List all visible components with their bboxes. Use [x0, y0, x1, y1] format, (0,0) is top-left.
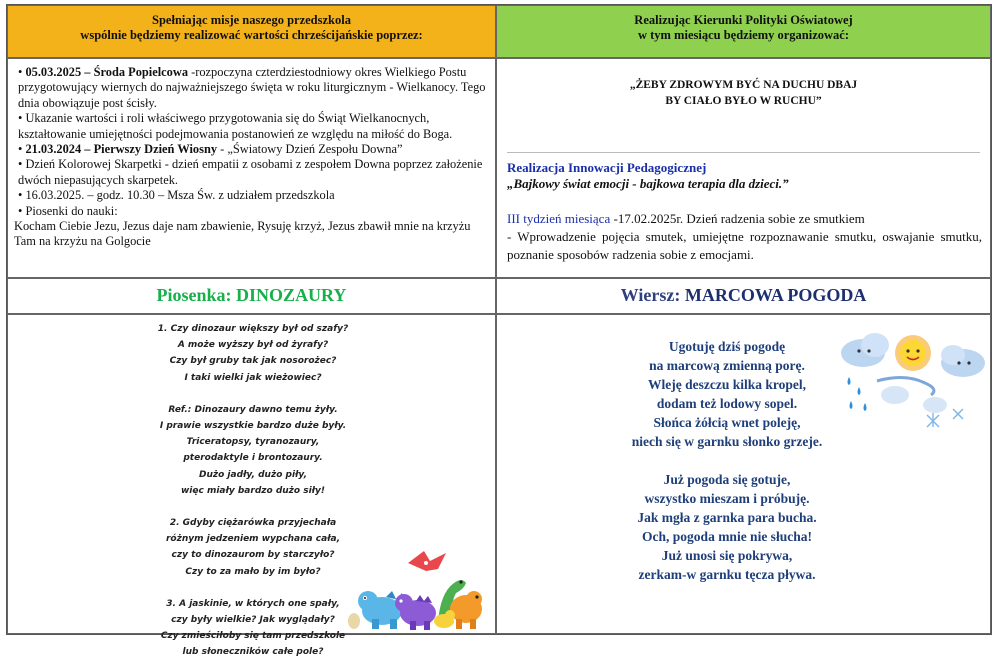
week-label: III tydzień miesiąca: [507, 211, 611, 226]
separator: [507, 152, 980, 153]
song-line: Czy zmieściłoby się tam przedszkole: [160, 631, 346, 642]
header-left-line-2: wspólnie będziemy realizować wartości chrześcijańskie poprzez:: [80, 28, 423, 42]
list-item-colorful-sock-day: • Dzień Kolorowej Skarpetki - dzień empatii z osobami z zespołem Downa poprzez założenie dwóch niepasujących skarpetek.: [18, 157, 483, 187]
spring-day-date: 21.03.2024 – Pierwszy Dzień Wiosny: [25, 142, 218, 157]
song-line: I prawie wszystkie bardzo duże były.: [159, 421, 347, 432]
newsletter-table: [6, 4, 992, 658]
song-line: Dużo jadły, dużo piły,: [198, 469, 308, 480]
poem-line: dodam też lodowy sopel.: [656, 396, 798, 411]
song-line: więc miały bardzo dużo siły!: [180, 485, 326, 496]
cloud-icon: [941, 345, 985, 377]
poem-line: na marcową zmienną porę.: [649, 358, 805, 373]
poem-line: Już pogoda się gotuje,: [663, 472, 791, 487]
poem-line: wszystko mieszam i próbuję.: [644, 491, 810, 506]
poem-line: zerkam-w garnku tęcza pływa.: [638, 567, 816, 582]
header-right-line-2: w tym miesiącu będziemy organizować:: [637, 28, 850, 42]
song-line: 2. Gdyby ciężarówka przyjechała: [169, 518, 337, 529]
list-item-songs: • Piosenki do nauki:: [18, 203, 118, 218]
week-date: -17.02.2025r. Dzień radzenia sobie ze smutkiem: [610, 211, 865, 226]
song-title: Piosenka: DINOZAURY: [156, 285, 347, 305]
song-line: I taki wielki jak wieżowiec?: [184, 372, 322, 383]
education-policy-block: [496, 58, 991, 278]
song-line: pterodaktyle i brontozaury.: [183, 453, 323, 464]
week-description: - Wprowadzenie pojęcia smutek, umiejętne rozpoznawanie smutku, oswajanie smutku, poznanie sposobów radzenia sobie z emocjami.: [507, 229, 982, 262]
list-item-ash-wednesday: • 05.03.2025 – Środa Popielcowa -rozpoczyna czterdziestodniowy okres Wielkiego Postu przygotowujący wiernych do najważniejszego święta w roku liturgicznym - Wielkanocy. Tego dnia obowiązuje post ścisły.: [18, 65, 486, 110]
header-christian-values: [7, 5, 496, 58]
poem-cell: [496, 314, 991, 634]
innovation-title: Realizacja Innowacji Pedagogicznej: [507, 160, 707, 175]
raindrops-icon: [848, 377, 867, 411]
poem-text: [587, 337, 867, 584]
poem-line: Już unosi się pokrywa,: [661, 548, 793, 563]
song-line: różnym jedzeniem wypchana cała,: [165, 534, 341, 545]
song-line: 1. Czy dinozaur większy był od szafy?: [157, 324, 349, 334]
song-cell: [7, 314, 496, 658]
song-line: Triceratopsy, tyranozaury,: [186, 437, 320, 448]
song-line: lub słoneczników całe pole?: [182, 647, 324, 658]
song-line: Czy to za mało by im było?: [185, 566, 321, 577]
song-line: Czy był gruby tak jak nosorożec?: [169, 356, 337, 367]
poem-title: Wiersz: MARCOWA POGODA: [620, 285, 867, 305]
song-line: 3. A jaskinie, w których one spały,: [166, 598, 340, 609]
header-left-line-1: Spełniając misje naszego przedszkola: [152, 13, 351, 27]
list-item-spring-day: • 21.03.2024 – Pierwszy Dzień Wiosny - „Światowy Dzień Zespołu Downa”: [18, 142, 403, 157]
poem-line: niech się w garnku słonko grzeje.: [631, 434, 823, 449]
ash-wednesday-date: 05.03.2025 – Środa Popielcowa: [25, 65, 189, 79]
christian-values-list: [7, 58, 496, 278]
motto-line-1: „ŻEBY ZDROWYM BYĆ NA DUCHU DBAJ: [629, 79, 858, 91]
sun-icon: [895, 335, 931, 371]
poem-line: Słońca żółcią wnet poleję,: [653, 415, 801, 430]
song-title-cell: [7, 278, 496, 314]
song-line: A może wyższy był od żyrafy?: [177, 340, 329, 351]
song-line: czy to dinozaurom by starczyło?: [171, 550, 335, 561]
poem-line: Wleję deszczu kilka kropel,: [648, 377, 806, 392]
week-plan: [507, 210, 982, 264]
poem-line: Och, pogoda mnie nie słucha!: [642, 529, 812, 544]
motto-line-2: BY CIAŁO BYŁO W RUCHU”: [665, 95, 822, 107]
cloud-icon: [841, 333, 889, 367]
poem-line: Ugotuję dziś pogodę: [668, 339, 786, 354]
song-lyrics: [123, 321, 383, 661]
list-item-easter-preparation: • Ukazanie wartości i roli właściwego przygotowania się do Świąt Wielkanocnych, kształtowanie umiejętności podejmowania postanowień ze względu na miłość do Boga.: [18, 111, 453, 141]
header-education-policy: [496, 5, 991, 58]
innovation-subtitle: „Bajkowy świat emocji - bajkowa terapia dla dzieci.”: [507, 176, 789, 191]
poem-title-cell: [496, 278, 991, 314]
song-line: Ref.: Dinozaury dawno temu żyły.: [168, 404, 338, 415]
poem-line: Jak mgła z garnka para bucha.: [637, 510, 817, 525]
weather-illustration: [835, 323, 985, 428]
song-line: czy były wielkie? Jak wyglądały?: [171, 615, 335, 626]
list-item-mass: • 16.03.2025. – godz. 10.30 – Msza Św. z udziałem przedszkola: [18, 188, 335, 203]
header-right-line-1: Realizując Kierunki Polityki Oświatowej: [634, 13, 853, 27]
songs-to-learn: Kocham Ciebie Jezu, Jezus daje nam zbawienie, Rysuję krzyż, Jezus zbawił mnie na krzyżu Tam na krzyżu na Golgocie: [14, 219, 471, 249]
innovation-block: [507, 160, 789, 192]
dinosaurs-illustration: [346, 543, 496, 631]
